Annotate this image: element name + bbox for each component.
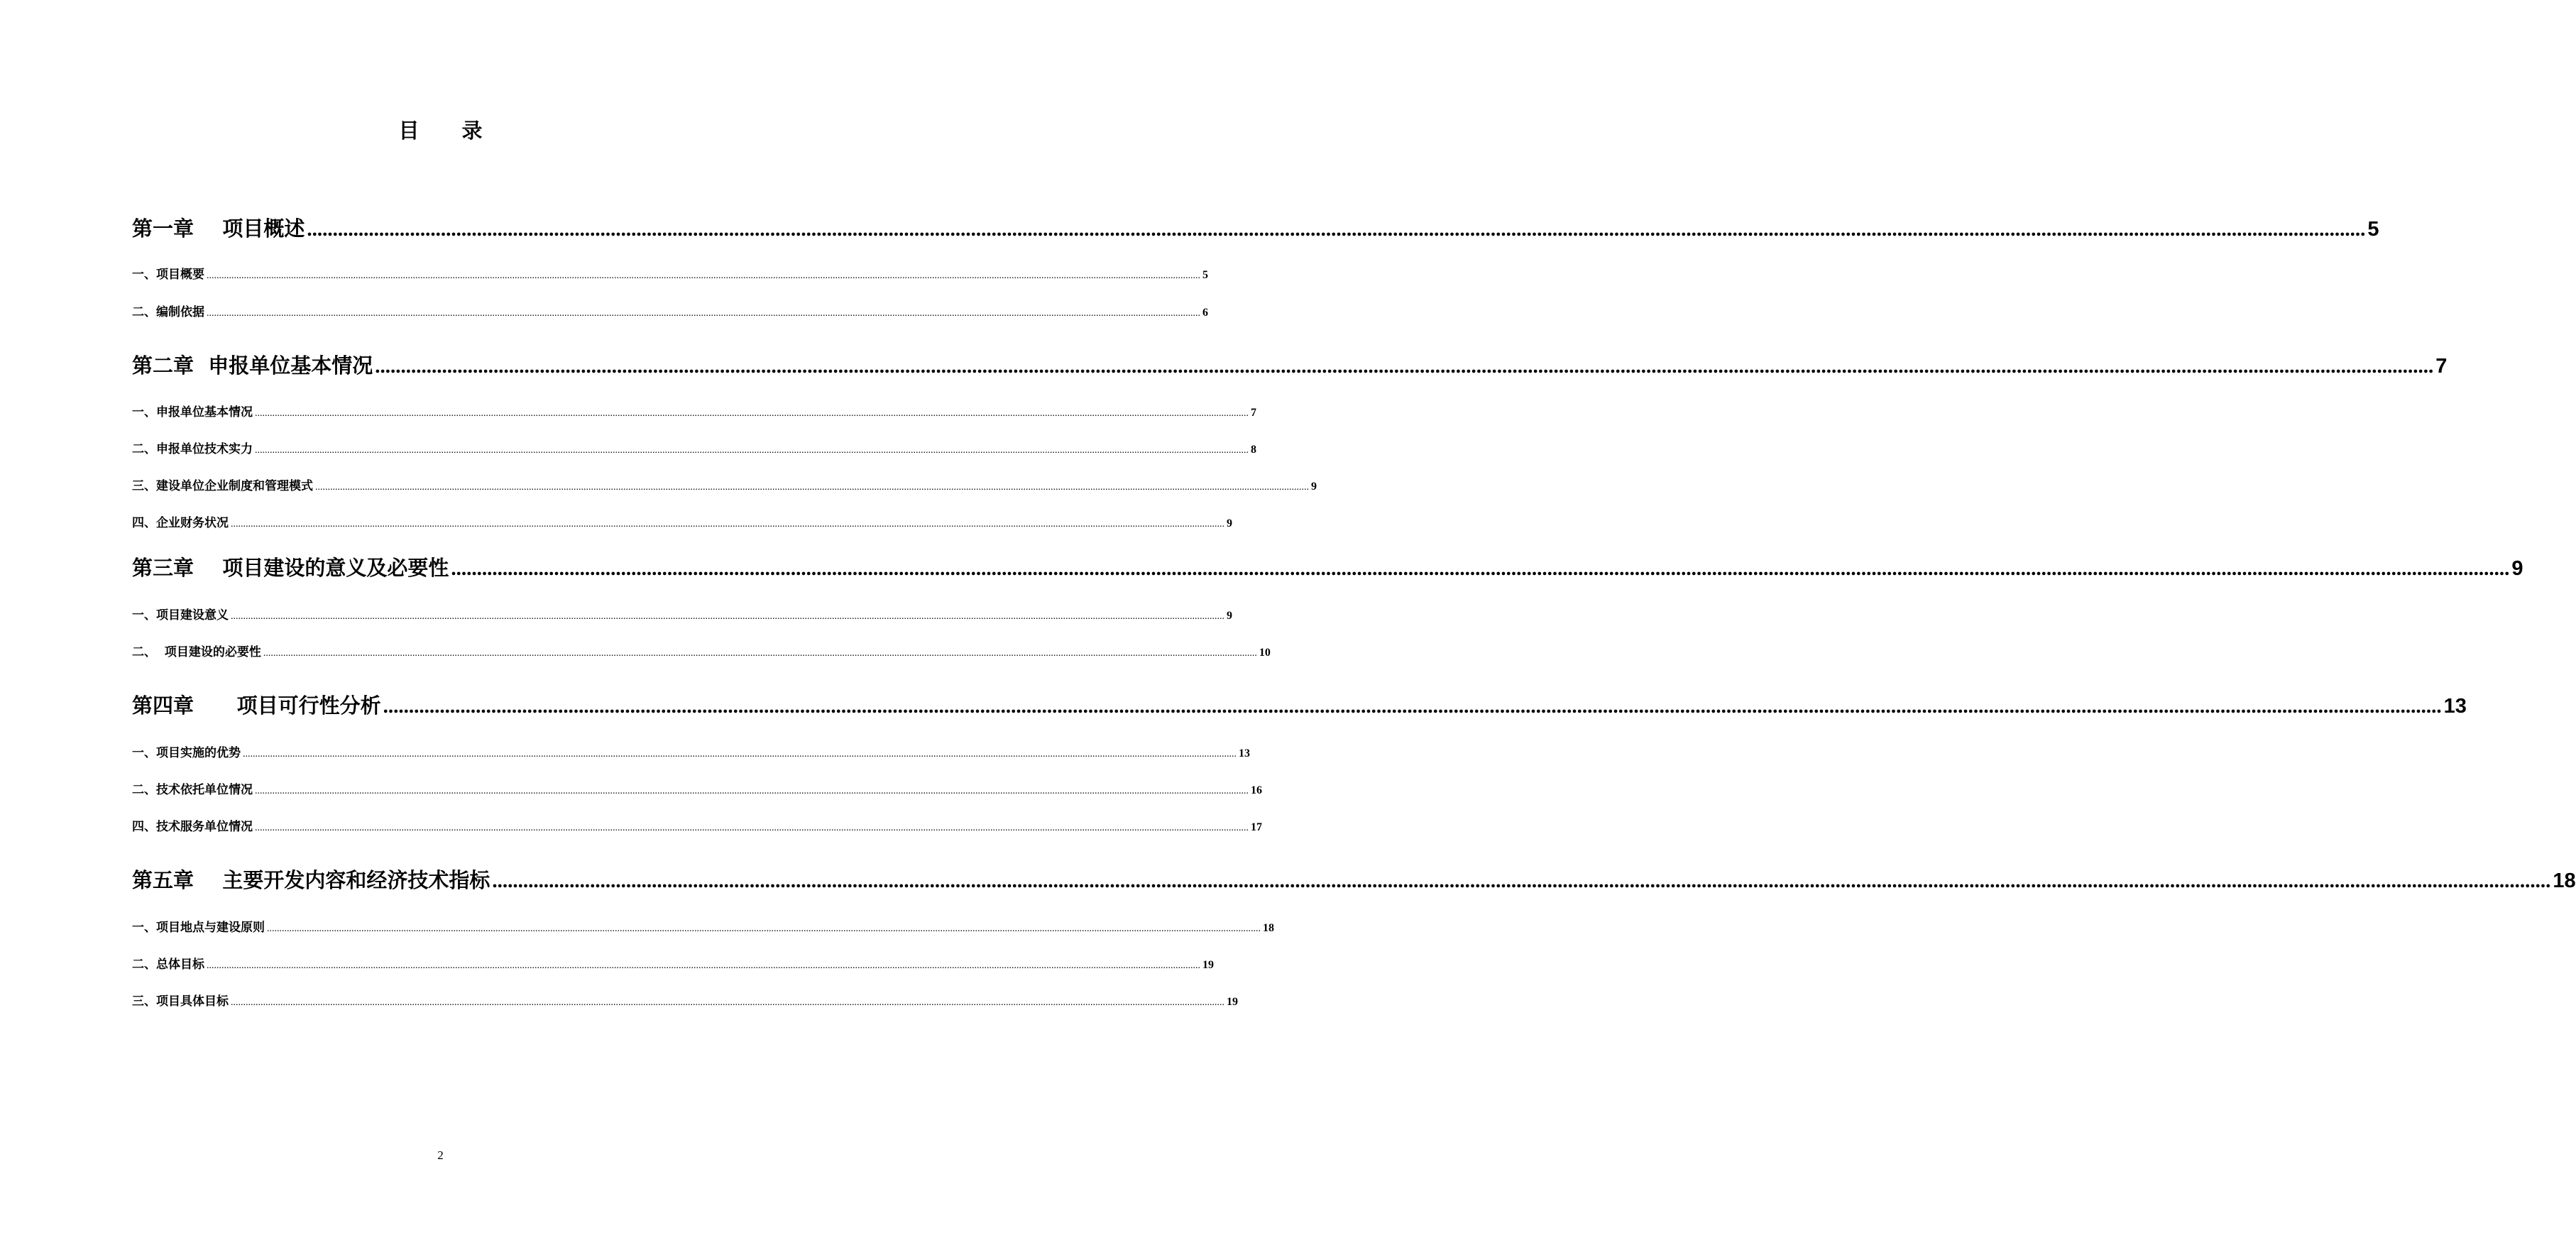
- dot-leader: ................................................................................................................................................................................................................................................................................................................................................................................................................: [267, 923, 1261, 934]
- toc-entry-label: 第五章 主要开发内容和经济技术指标: [132, 868, 490, 892]
- toc-entry-section[interactable]: [132, 642, 1271, 659]
- dot-leader: ................................................................................................................................................................................................................................................................................................................................................................................................................: [255, 786, 1249, 796]
- toc-entry-label: 三、项目具体目标: [132, 994, 229, 1009]
- dot-leader: ................................................................................................................................................................................................................................................................................................................................................................................................................: [383, 695, 2442, 718]
- toc-entry-page: 17: [1251, 821, 1262, 833]
- dot-leader: ................................................................................................................................................................................................................................................................................................................................................................................................................: [315, 482, 1309, 493]
- toc-entry-label: 二、 项目建设的必要性: [132, 645, 261, 659]
- toc-entry-page: 5: [1202, 269, 1208, 281]
- toc-entry-section[interactable]: [132, 402, 1256, 419]
- dot-leader: ................................................................................................................................................................................................................................................................................................................................................................................................................: [255, 445, 1249, 456]
- dot-leader: ................................................................................................................................................................................................................................................................................................................................................................................................................: [492, 870, 2551, 892]
- toc-entry-page: 13: [2443, 695, 2467, 718]
- dot-leader: ................................................................................................................................................................................................................................................................................................................................................................................................................: [207, 960, 1200, 971]
- toc-entry-label: 第四章 项目可行性分析: [132, 693, 381, 718]
- toc-entry-label: 第一章 项目概述: [132, 216, 305, 241]
- toc-entry-section[interactable]: [132, 605, 1232, 622]
- toc-entry-label: 四、企业财务状况: [132, 516, 229, 530]
- toc-entry-page: 7: [2435, 355, 2448, 378]
- toc-entry-label: 二、申报单位技术实力: [132, 442, 253, 456]
- toc-entry-section[interactable]: [132, 779, 1262, 797]
- toc-title-right: 录: [461, 118, 483, 143]
- toc-entry-label: 一、项目概要: [132, 268, 204, 282]
- toc-entry-page: 9: [1311, 481, 1317, 493]
- dot-leader: ................................................................................................................................................................................................................................................................................................................................................................................................................: [231, 611, 1224, 622]
- dot-leader: ................................................................................................................................................................................................................................................................................................................................................................................................................: [375, 355, 2434, 378]
- toc-entry-label: 一、项目地点与建设原则: [132, 921, 265, 935]
- dot-leader: ................................................................................................................................................................................................................................................................................................................................................................................................................: [451, 557, 2510, 580]
- toc-entry-section[interactable]: [132, 816, 1262, 834]
- dot-leader: ................................................................................................................................................................................................................................................................................................................................................................................................................: [243, 749, 1237, 759]
- toc-entry-chapter[interactable]: [132, 213, 2379, 242]
- toc-entry-page: 19: [1202, 959, 1214, 971]
- dot-leader: ................................................................................................................................................................................................................................................................................................................................................................................................................: [231, 519, 1224, 530]
- toc-entry-section[interactable]: [132, 302, 1208, 319]
- toc-entry-page: 10: [1259, 647, 1271, 659]
- toc-entry-page: 18: [1263, 922, 1274, 934]
- toc-entry-page: 18: [2553, 870, 2576, 892]
- toc-entry-section[interactable]: [132, 512, 1232, 530]
- toc-entry-label: 第二章 申报单位基本情况: [132, 353, 373, 378]
- toc-entry-page: 13: [1239, 747, 1250, 759]
- toc-entry-chapter[interactable]: [132, 552, 2523, 581]
- toc-entry-page: 16: [1251, 784, 1262, 796]
- toc-entry-section[interactable]: [132, 439, 1256, 456]
- dot-leader: ................................................................................................................................................................................................................................................................................................................................................................................................................: [255, 823, 1249, 833]
- toc-title-left: 目: [398, 118, 420, 143]
- dot-leader: ................................................................................................................................................................................................................................................................................................................................................................................................................: [307, 218, 2366, 241]
- dot-leader: ................................................................................................................................................................................................................................................................................................................................................................................................................: [231, 997, 1224, 1008]
- toc-entry-section[interactable]: [132, 991, 1238, 1009]
- toc-entry-label: 二、编制依据: [132, 305, 204, 319]
- toc-entry-label: 一、申报单位基本情况: [132, 405, 253, 419]
- toc-entry-label: 第三章 项目建设的意义及必要性: [132, 556, 449, 580]
- toc-entry-page: 9: [1227, 610, 1232, 622]
- toc-entry-section[interactable]: [132, 742, 1250, 760]
- dot-leader: ................................................................................................................................................................................................................................................................................................................................................................................................................: [207, 308, 1200, 319]
- toc-entry-chapter[interactable]: [132, 690, 2467, 719]
- toc-entry-label: 一、项目实施的优势: [132, 746, 241, 760]
- toc-entry-page: 9: [2511, 557, 2523, 580]
- toc-entry-page: 6: [1202, 307, 1208, 319]
- toc-entry-page: 19: [1227, 996, 1238, 1008]
- toc-entry-label: 二、总体目标: [132, 958, 204, 972]
- toc-entry-page: 8: [1251, 444, 1256, 456]
- toc-entry-label: 四、技术服务单位情况: [132, 820, 253, 834]
- dot-leader: ................................................................................................................................................................................................................................................................................................................................................................................................................: [263, 648, 1257, 659]
- toc-entry-section[interactable]: [132, 917, 1274, 935]
- toc-entry-page: 7: [1251, 407, 1256, 419]
- toc-title: [0, 114, 881, 145]
- toc-entry-chapter[interactable]: [132, 865, 2576, 894]
- toc-entry-label: 一、项目建设意义: [132, 608, 229, 622]
- toc-entry-chapter[interactable]: [132, 350, 2448, 379]
- page-number: 2: [437, 1148, 444, 1162]
- toc-entry-section[interactable]: [132, 264, 1208, 282]
- toc-entry-page: 9: [1227, 517, 1232, 530]
- dot-leader: ................................................................................................................................................................................................................................................................................................................................................................................................................: [255, 408, 1249, 419]
- toc-entry-section[interactable]: [132, 954, 1214, 972]
- dot-leader: ................................................................................................................................................................................................................................................................................................................................................................................................................: [207, 270, 1200, 281]
- toc-entry-label: 二、技术依托单位情况: [132, 783, 253, 797]
- toc-entry-section[interactable]: [132, 476, 1317, 493]
- toc-entry-page: 5: [2367, 218, 2379, 241]
- toc-entry-label: 三、建设单位企业制度和管理模式: [132, 479, 313, 493]
